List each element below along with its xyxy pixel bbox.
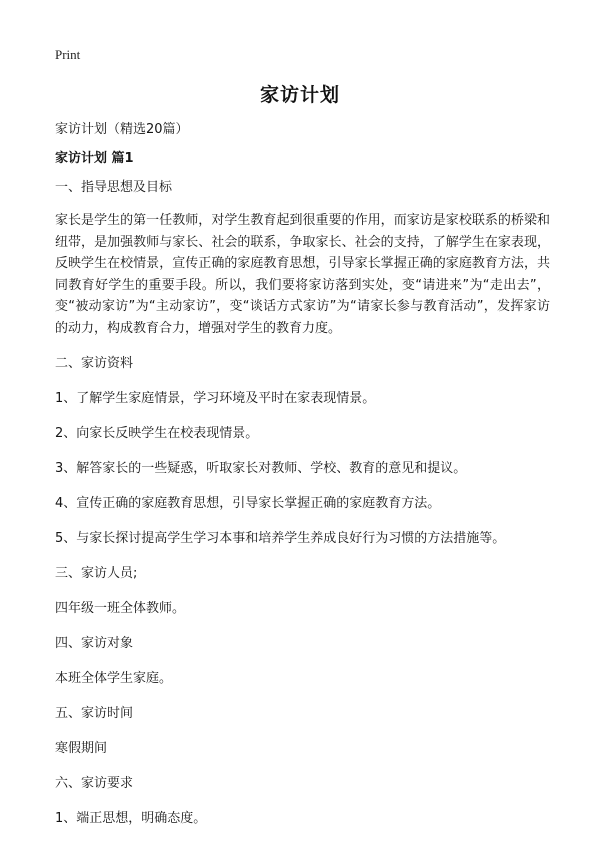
list-item: 2、向家长反映学生在校表现情景。 [55, 426, 259, 441]
list-item: 1、了解学生家庭情景，学习环境及平时在家表现情景。 [55, 391, 376, 406]
list-item: 4、宣传正确的家庭教育思想，引导家长掌握正确的家庭教育方法。 [55, 496, 441, 511]
list-item: 3、解答家长的一些疑惑，听取家长对教师、学校、教育的意见和提议。 [55, 461, 467, 476]
list-item: 5、与家长探讨提高学生学习本事和培养学生养成良好行为习惯的方法措施等。 [55, 531, 506, 546]
section-heading-visit-time: 五、家访时间 [55, 706, 134, 721]
chapter-heading: 家访计划 篇1 [55, 151, 134, 166]
section-paragraph-visit-time: 寒假期间 [55, 741, 108, 756]
section-heading-visit-staff: 三、家访人员; [55, 566, 138, 581]
page-title: 家访计划 [259, 84, 340, 106]
document-body [55, 119, 550, 843]
document-subtitle: 家访计划（精选20篇） [55, 122, 189, 137]
print-link[interactable]: Print [55, 47, 81, 62]
section-paragraph-guiding-ideas: 家长是学生的第一任教师，对学生教育起到很重要的作用，而家访是家校联系的桥梁和纽带，是加强教师与家长、社会的联系，争取家长、社会的支持，了解学生在家表现，反映学生在校情景，宣传正确的家庭教育思想，引导家长掌握正确的家庭教育方法，共同教育好学生的重要手段。所以，我们要将家访落到实处，变“请进来”为“走出去”，变“被动家访”为“主动家访”，变“谈话方式家访”为“请家长参与教育活动”，发挥家访的动力，构成教育合力，增强对学生的教育力度。 [55, 213, 550, 336]
section-paragraph-visit-staff: 四年级一班全体教师。 [55, 601, 186, 616]
section-heading-visit-content: 二、家访资料 [55, 356, 134, 371]
section-paragraph-visit-target: 本班全体学生家庭。 [55, 671, 173, 686]
list-item: 1、端正思想，明确态度。 [55, 811, 207, 826]
section-heading-visit-requirements: 六、家访要求 [55, 776, 134, 791]
section-heading-guiding-ideas: 一、指导思想及目标 [55, 180, 173, 195]
section-heading-visit-target: 四、家访对象 [55, 636, 134, 651]
